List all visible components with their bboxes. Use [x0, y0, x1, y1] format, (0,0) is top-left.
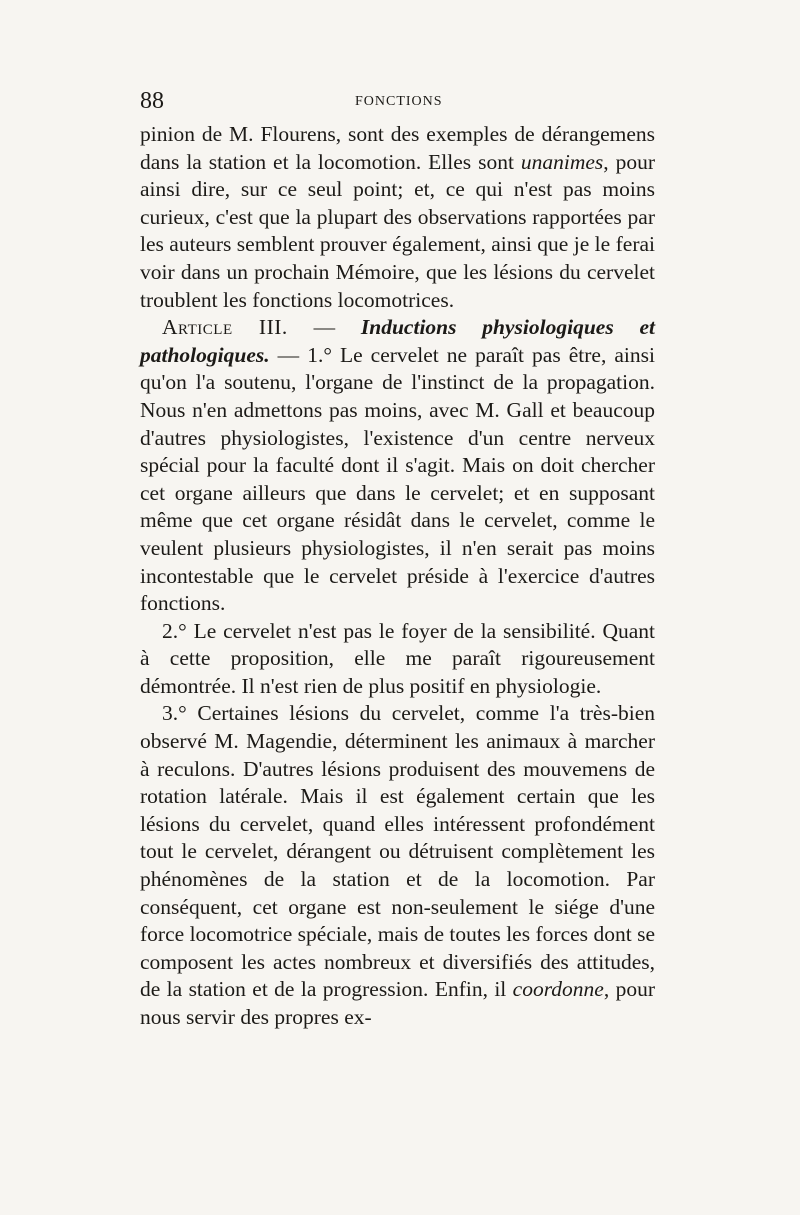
paragraph-1-text-a: pinion de M. Flourens, sont des exemples de dérangemens dans la station et la locomotion. Elles sont [140, 122, 655, 174]
running-title: FONCTIONS [355, 94, 443, 109]
paragraph-1 [140, 121, 655, 314]
page-header [140, 88, 660, 118]
paragraph-1-italic: unanimes [520, 149, 604, 174]
paragraph-4 [140, 700, 655, 1031]
body-text [140, 121, 655, 1032]
page-number: 88 [140, 88, 164, 114]
paragraph-3 [140, 618, 655, 701]
article-dash: — [287, 315, 361, 340]
article-label: Article III. [162, 315, 288, 340]
paragraph-4-italic: coordonne [512, 977, 604, 1002]
paragraph-4-text-a: 3.° Certaines lésions du cervelet, comme l'a très-bien observé M. Magendie, déterminent les animaux à marcher à reculons. D'autres lésions produisent des mouvemens de rotation latérale. Mais il est également certain que les lésions du cervelet, quand elles intéressent profondément tout le cervelet, dérangent ou détruisent complètement les phénomènes de la station et de la locomotion. Par conséquent, cet organe est non-seulement le siége d'une force locomotrice spéciale, mais de toutes les forces dont se composent les actes nombreux et diversifiés des attitudes, de la station et de la progression. Enfin, il [140, 701, 655, 1002]
paragraph-4-text-b: , pour nous servir des propres ex- [140, 977, 655, 1029]
paragraph-2-text: — 1.° Le cervelet ne paraît pas être, ainsi qu'on l'a soutenu, l'organe de l'instinct de la propagation. Nous n'en admettons pas moins, avec M. Gall et beaucoup d'autres physiologistes, l'existence d'un centre nerveux spécial pour la faculté dont il s'agit. Mais on doit chercher cet organe ailleurs que dans le cervelet; et en supposant même que cet organe résidât dans le cervelet, comme le veulent plusieurs physiologistes, il n'en serait pas moins incontestable que le cervelet préside à l'exercice d'autres fonctions. [140, 342, 655, 616]
article-heading: Inductions physiologiques et pathologiques. [140, 315, 656, 367]
paragraph-3-text: 2.° Le cervelet n'est pas le foyer de la sensibilité. Quant à cette proposition, elle me paraît rigoureusement démontrée. Il n'est rien de plus positif en physiologie. [140, 618, 655, 698]
paragraph-1-text-b: , pour ainsi dire, sur ce seul point; et, ce qui n'est pas moins curieux, c'est que la plupart des observations rapportées par les auteurs semblent prouver également, ainsi que je le ferai voir dans un prochain Mémoire, que les lésions du cervelet troublent les fonctions locomotrices. [140, 149, 655, 312]
paragraph-article-3 [140, 314, 655, 618]
